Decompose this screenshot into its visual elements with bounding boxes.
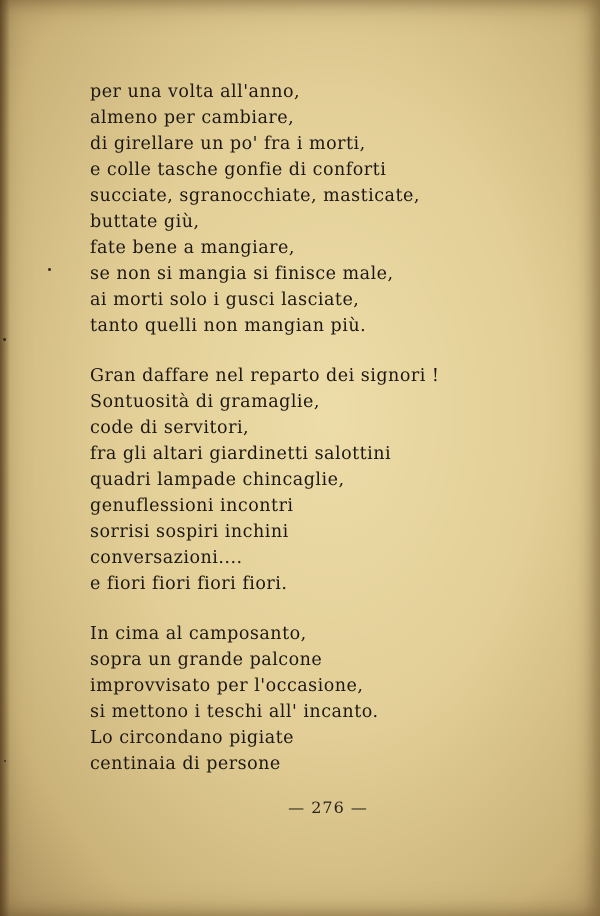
poem-line: e fiori fiori fiori fiori. — [90, 574, 288, 594]
paper-speck — [48, 268, 51, 271]
poem-line: se non si mangia si finisce male, — [90, 264, 394, 284]
poem-line: quadri lampade chincaglie, — [90, 470, 345, 490]
poem-stanza-1 — [90, 79, 420, 339]
poem-line: sorrisi sospiri inchini — [90, 522, 289, 542]
poem-line: Sontuosità di gramaglie, — [90, 392, 320, 412]
poem-line: centinaia di persone — [90, 754, 281, 774]
paper-speck — [4, 760, 6, 762]
poem-line: e colle tasche gonfie di conforti — [90, 160, 387, 180]
poem-line: In cima al camposanto, — [90, 624, 307, 644]
poem-line: genuflessioni incontri — [90, 496, 294, 516]
poem-stanza-3 — [90, 621, 379, 777]
page-left-edge-shadow — [0, 0, 10, 916]
poem-line: Gran daffare nel reparto dei signori ! — [90, 366, 440, 386]
poem-line: per una volta all'anno, — [90, 82, 301, 102]
poem-line: di girellare un po' fra i morti, — [90, 134, 366, 154]
poem-line: conversazioni.... — [90, 548, 243, 568]
poem-line: fra gli altari giardinetti salottini — [90, 444, 392, 464]
poem-line: code di servitori, — [90, 418, 250, 438]
poem-line: fate bene a mangiare, — [90, 238, 295, 258]
poem-line: tanto quelli non mangian più. — [90, 316, 367, 336]
page-number: — 276 — — [288, 798, 368, 817]
poem-line: improvvisato per l'occasione, — [90, 676, 364, 696]
poem-line: ai morti solo i gusci lasciate, — [90, 290, 360, 310]
paper-speck — [3, 338, 6, 341]
poem-line: Lo circondano pigiate — [90, 728, 295, 748]
poem-line: succiate, sgranocchiate, masticate, — [90, 186, 420, 206]
poem-line: sopra un grande palcone — [90, 650, 323, 670]
poem-line: almeno per cambiare, — [90, 108, 295, 128]
poem-line: si mettono i teschi all' incanto. — [90, 702, 379, 722]
poem-stanza-2 — [90, 363, 439, 597]
poem-line: buttate giù, — [90, 212, 200, 232]
